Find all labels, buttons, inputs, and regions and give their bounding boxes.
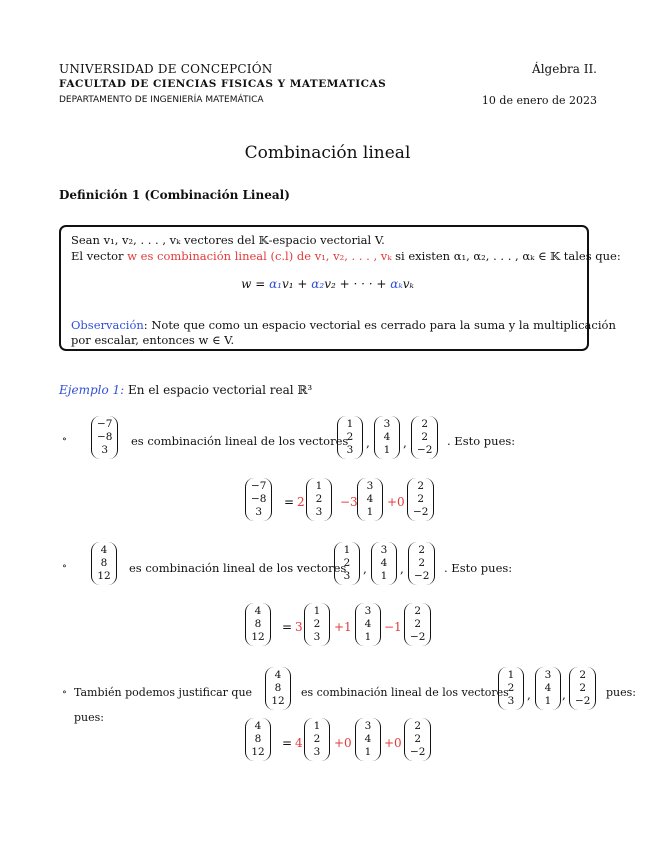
item-2-suffix: . Esto pues: [444,561,513,575]
definition-line-1: Sean v₁, v₂, . . . , vₖ vectores del 𝕂-espacio vectorial V. [71,233,385,247]
item-2-eq-v2: 3 4 1 [355,603,381,646]
item-3-eq-lhs: 4 8 12 [245,718,271,761]
item-3-eq-v3: 2 2 −2 [404,718,431,761]
page-title: Combinación lineal [244,143,411,163]
bullet-2: ∘ [62,561,67,572]
item-1-text: es combinación lineal de los vectores [131,434,349,448]
item-3-basis-2: 3 4 1 [535,667,561,710]
item-1-coef-2: −3 [340,495,358,509]
example-heading [59,383,312,397]
comma: , [400,562,404,576]
item-1-suffix: . Esto pues: [447,434,516,448]
definition-line-2 [71,249,621,263]
observation-label: Observación [71,318,144,332]
observation-text: : Note que como un espacio vectorial es cerrado para la suma y la multiplicación [143,318,616,332]
item-1-eq-v3: 2 2 −2 [407,478,434,521]
eq-v-1: v₁ + [282,277,312,291]
item-2-coef-2: +1 [334,620,352,634]
equals: = [282,736,293,750]
item-1-coef-3: +0 [387,495,405,509]
eq-v-2: v₂ + · · · + [324,277,391,291]
item-3-eq-v1: 1 2 3 [304,718,330,761]
item-2-basis-1: 1 2 3 [334,542,360,585]
item-3-basis-3: 2 2 −2 [569,667,596,710]
example-text: En el espacio vectorial real ℝ³ [128,383,313,397]
definition-heading: Definición 1 (Combinación Lineal) [59,188,290,202]
item-1-coef-1: 2 [297,495,305,509]
eq-alpha-2: α₂ [311,277,325,291]
item-1-eq-v1: 1 2 3 [306,478,332,521]
comma: , [366,436,370,450]
item-1-vector: −7 −8 3 [91,416,118,459]
definition-line-2-pre: El vector [71,249,124,263]
item-1-eq-v2: 3 4 1 [357,478,383,521]
item-2-text: es combinación lineal de los vectores [129,561,347,575]
item-3-continuation: pues: [74,711,104,724]
item-1-eq-lhs: −7 −8 3 [245,478,272,521]
eq-alpha-k: αₖ [390,277,403,291]
eq-alpha-1: α₁ [269,277,282,291]
item-2-basis-3: 2 2 −2 [408,542,435,585]
item-3-suffix: pues: [606,686,636,699]
faculty-name: FACULTAD DE CIENCIAS FISICAS Y MATEMATICAS [59,78,387,90]
item-2-eq-v3: 2 2 −2 [404,603,431,646]
item-1-basis-3: 2 2 −2 [411,416,438,459]
item-3-coef-3: +0 [384,736,402,750]
bullet-1: ∘ [62,434,67,445]
item-2-coef-1: 3 [295,620,303,634]
item-2-basis-2: 3 4 1 [371,542,397,585]
comma: , [562,688,566,702]
document-date: 10 de enero de 2023 [481,94,597,107]
item-2-eq-v1: 1 2 3 [304,603,330,646]
item-1-basis-1: 1 2 3 [337,416,363,459]
item-3-basis-1: 1 2 3 [498,667,524,710]
item-2-vector: 4 8 12 [91,542,117,585]
observation-line-2: por escalar, entonces w ∈ V. [71,333,235,347]
item-1-basis-2: 3 4 1 [374,416,400,459]
eq-lhs: w = [241,277,270,291]
equals: = [284,495,295,509]
item-3-coef-2: +0 [334,736,352,750]
equals: = [282,620,293,634]
item-3-coef-1: 4 [295,736,303,750]
comma: , [527,688,531,702]
item-3-eq-v2: 3 4 1 [355,718,381,761]
item-3-vector: 4 8 12 [265,667,291,710]
item-3-prefix: También podemos justificar que [74,686,253,699]
item-2-coef-3: −1 [384,620,402,634]
example-label: Ejemplo 1: [59,383,125,397]
observation-line-1 [71,318,616,332]
eq-v-k: vₖ [402,277,414,291]
university-name: UNIVERSIDAD DE CONCEPCIÓN [59,62,273,76]
department-name: DEPARTAMENTO DE INGENIERÍA MATEMÁTICA [59,95,264,105]
definition-line-2-post: si existen α₁, α₂, . . . , αₖ ∈ 𝕂 tales que: [395,249,621,263]
item-3-text: es combinación lineal de los vectores [301,686,509,699]
definition-highlight: w es combinación lineal (c.l) de v₁, v₂, . . . , vₖ [127,249,392,263]
item-2-eq-lhs: 4 8 12 [245,603,271,646]
definition-equation [0,277,655,291]
comma: , [363,562,367,576]
bullet-3: ∘ [62,687,67,698]
course-name: Álgebra II. [532,62,597,76]
comma: , [403,436,407,450]
